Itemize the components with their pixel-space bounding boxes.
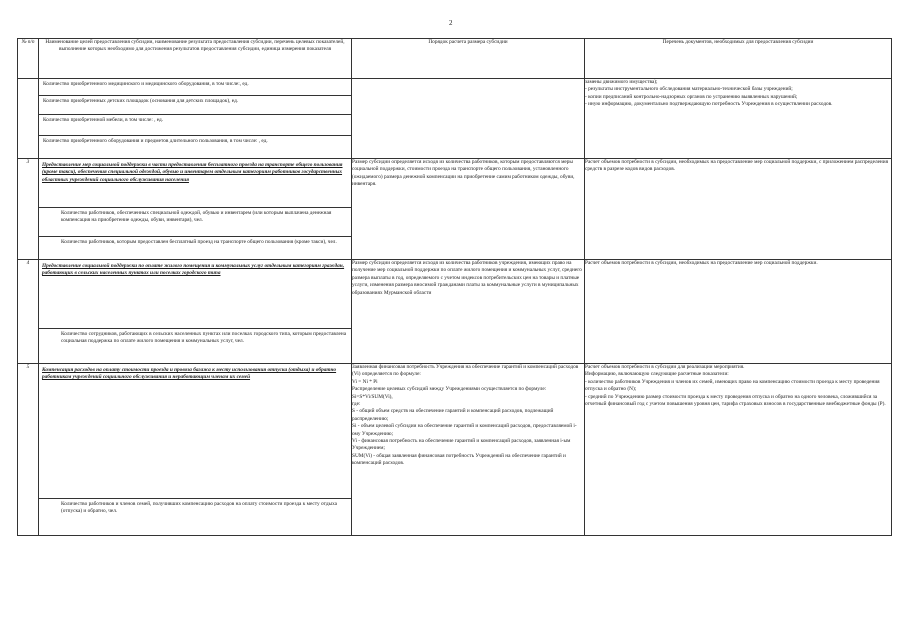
row-number: 5: [18, 364, 39, 536]
indicator-item: Количество приобретенных детских площадок (основания для детских площадок), ед.: [39, 95, 351, 114]
row-content: [39, 159, 352, 260]
table-row: [18, 364, 892, 536]
row-docs: замены движимого имущества); - результаты инструментального обследования материально-технической базы учреждений; - копии предписаний контрольно-надзорных органов по устранению выявленных нарушений; - иную информацию, документально подтверждающую потребность Учреждения в осуществлении расходов.: [585, 79, 892, 159]
table-header-row: [18, 39, 892, 79]
row-content: [39, 364, 352, 536]
table-row: [18, 159, 892, 260]
row-title: Компенсация расходов на оплату стоимости проезда и провоза багажа к месту использования отпуска (отдыха) и обратно работникам учреждений социального обслуживания и неработающим членам их семей: [42, 367, 337, 381]
indicator-item: Количество работников, обеспеченных специальной одеждой, обувью и инвентарем (или которым выплачена денежная компенсация на приобретение одежды, обуви, инвентаря), чел.: [39, 207, 351, 236]
row-docs: Расчет объемов потребности в субсидии для реализации мероприятия. Информацию, включающую следующие расчетные показатели: - количество работников Учреждения и членов их семей, имеющих право на компенсацию стоимости проезда к месту проведения отпуска и обратно (N); - средний по Учреждению размер стоимости проезда к месту проведения отпуска и обратно на одного человека, сложившийся за отчетный финансовый год с учетом повышения уровня цен, тарифа страховых взносов в государственные внебюджетные фонды (P).: [585, 364, 892, 536]
header-name: Наименование целей предоставления субсидии, наименование результата предоставления субсидии, перечень целевых показателей, выполнение которых необходимо для достижения результатов предоставления субсидии, единица измерения показателя: [39, 39, 352, 79]
indicator-item: Количество работников и членов семей, получивших компенсацию расходов на оплату стоимости проезда к месту отдыха (отпуска) и обратно, чел.: [39, 498, 351, 535]
indicator-item: Количество приобретенной мебели, в том числе: , ед.: [39, 114, 351, 135]
row-indicators: [39, 79, 352, 159]
row-calc: Заявленная финансовая потребность Учреждения на обеспечение гарантий и компенсаций расходов (Vi) определяется по формуле: Vi = Ni * Pi Распределение целевых субсидий между Учреждениями осуществляется по формуле: Si=S*Vi/SUM(Vi), где: S - общий объем средств на обеспечение гарантий и компенсаций расходов, подлежащий распределению; Si - объем целевой субсидии на обеспечение гарантий и компенсаций расходов, предоставляемой i-ому Учреждению; Vi - финансовая потребность на обеспечение гарантий и компенсаций расходов, заявленная i-ым Учреждением; SUM(Vi) - общая заявленная финансовая потребность Учреждений на обеспечение гарантий и компенсаций расходов.: [352, 364, 585, 536]
row-number: 4: [18, 260, 39, 364]
row-content: [39, 260, 352, 364]
row-title: Предоставление социальной поддержки по оплате жилого помещения и коммунальных услуг отдельным категориям граждан, работающих в сельских населенных пунктах или поселках городского типа: [42, 263, 345, 277]
row-calc: [352, 79, 585, 159]
row-number: [18, 79, 39, 159]
table-row: [18, 260, 892, 364]
table-row: [18, 79, 892, 159]
header-calc: Порядок расчета размера субсидии: [352, 39, 585, 79]
row-docs: Расчет объемов потребности в субсидии, необходимых на предоставление мер социальной поддержки, с приложением распределения средств в разрезе кодов видов расходов.: [585, 159, 892, 260]
indicator-item: Количество приобретенного медицинского и медицинского оборудования, в том числе:, ед.: [43, 81, 249, 87]
header-docs: Перечень документов, необходимых для предоставления субсидии: [585, 39, 892, 79]
row-calc: Размер субсидии определяется исходя из количества работников, которым предоставляются меры социальной поддержки, стоимости проезда на транспорте общего пользования, установленного (ожидаемого) размера денежной компенсации на приобретение самим работником одежды, обуви, инвентаря.: [352, 159, 585, 260]
page-number: 2: [449, 19, 453, 27]
indicator-item: Количество приобретенного оборудования и предметов длительного пользования, в том числе: , ед.: [39, 135, 351, 158]
subsidy-table: [17, 38, 892, 536]
row-calc: Размер субсидии определяется исходя из количества работников учреждения, имеющих право на получение мер социальной поддержки по оплате жилого помещения и коммунальных услуг, среднего размера выплаты в год, определяемого с учетом индексов потребительских цен на товары и платные услуги, изменения размера вносимой гражданами платы за коммунальные услуги в муниципальных образованиях Мурманской области: [352, 260, 585, 364]
row-number: 3: [18, 159, 39, 260]
row-docs: Расчет объемов потребности в субсидии, необходимых на предоставление мер социальной поддержки.: [585, 260, 892, 364]
header-number: № п/п: [18, 39, 39, 79]
indicator-item: Количество сотрудников, работающих в сельских населенных пунктах или поселках городского типа, которым предоставлена социальная поддержка по оплате жилого помещения и коммунальных услуг, чел.: [39, 328, 351, 363]
indicator-item: Количество работников, которым предоставлен бесплатный проезд на транспорте общего пользования (кроме такси), чел.: [39, 236, 351, 259]
row-title: Предоставление мер социальной поддержки в части предоставления бесплатного проезда на транспорте общего пользования (кроме такси), обеспечения специальной одеждой, обувью и инвентарем отдельным категориям работников государственных областных учреждений социального обслуживания населения: [42, 162, 343, 183]
